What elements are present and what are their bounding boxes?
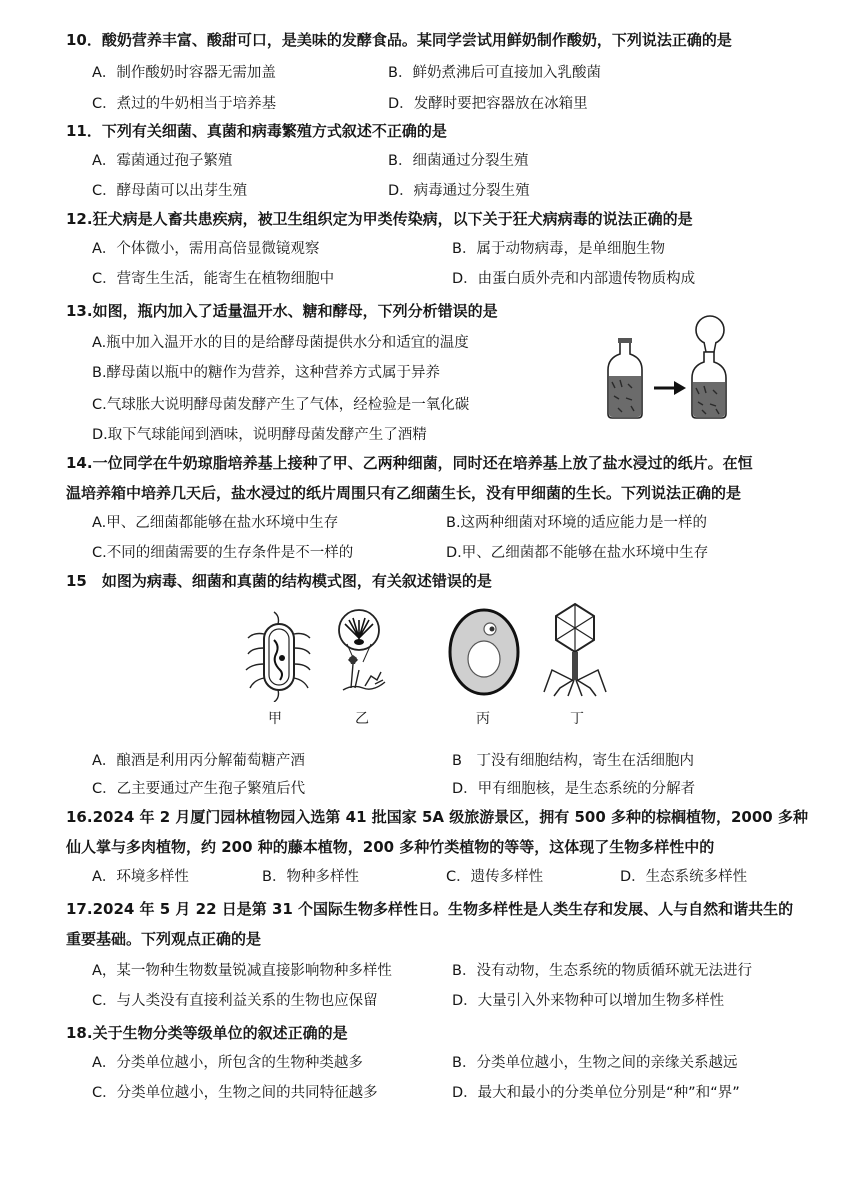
- q14-option-c: C.不同的细菌需要的生存条件是不一样的: [92, 545, 354, 561]
- virus-diagram: [540, 600, 610, 698]
- q15-option-b: B 丁没有细胞结构，寄生在活细胞内: [452, 753, 694, 769]
- q12-option-a: A．个体微小，需用高倍显微镜观察: [92, 241, 320, 257]
- q12-option-d: D．由蛋白质外壳和内部遗传物质构成: [452, 271, 696, 287]
- q14-option-b: B.这两种细菌对环境的适应能力是一样的: [446, 515, 708, 531]
- q16-option-d: D．生态系统多样性: [620, 869, 748, 885]
- q10-option-b: B．鲜奶煮沸后可直接加入乳酸菌: [388, 65, 601, 81]
- q14-option-a: A.甲、乙细菌都能够在盐水环境中生存: [92, 515, 339, 531]
- figure-label-yi: 乙: [355, 711, 369, 727]
- q18-option-b: B．分类单位越小，生物之间的亲缘关系越远: [452, 1055, 738, 1071]
- q13-option-a: A.瓶中加入温开水的目的是给酵母菌提供水分和适宜的温度: [92, 335, 469, 351]
- q12-stem: 12.狂犬病是人畜共患疾病，被卫生组织定为甲类传染病，以下关于狂犬病病毒的说法正确的是: [66, 210, 693, 228]
- q18-option-a: A．分类单位越小，所包含的生物种类越多: [92, 1055, 363, 1071]
- q11-option-c: C．酵母菌可以出芽生殖: [92, 183, 248, 199]
- q14-option-d: D.甲、乙细菌都不能够在盐水环境中生存: [446, 545, 709, 561]
- figure-label-bing: 丙: [476, 711, 490, 727]
- mold-diagram: [325, 608, 397, 694]
- q18-option-c: C．分类单位越小，生物之间的共同特征越多: [92, 1085, 378, 1101]
- q11-stem: 11．下列有关细菌、真菌和病毒繁殖方式叙述不正确的是: [66, 122, 447, 140]
- q17-stem-line2: 重要基础。下列观点正确的是: [66, 930, 262, 948]
- q10-option-c: C．煮过的牛奶相当于培养基: [92, 96, 277, 112]
- q11-option-a: A．霉菌通过孢子繁殖: [92, 153, 233, 169]
- q16-option-a: A．环境多样性: [92, 869, 189, 885]
- q11-option-d: D．病毒通过分裂生殖: [388, 183, 530, 199]
- q15-option-d: D．甲有细胞核，是生态系统的分解者: [452, 781, 696, 797]
- q17-option-c: C．与人类没有直接利益关系的生物也应保留: [92, 993, 378, 1009]
- q15-stem: 15 如图为病毒、细菌和真菌的结构模式图，有关叙述错误的是: [66, 572, 492, 590]
- q17-option-a: A，某一物种生物数量锐减直接影响物种多样性: [92, 963, 392, 979]
- figure-label-ding: 丁: [570, 711, 584, 727]
- yeast-diagram: [446, 605, 522, 699]
- q10-option-d: D．发酵时要把容器放在冰箱里: [388, 96, 588, 112]
- q12-option-c: C．营寄生生活，能寄生在植物细胞中: [92, 271, 335, 287]
- q15-option-a: A．酿酒是利用丙分解葡萄糖产酒: [92, 753, 305, 769]
- q17-option-d: D．大量引入外来物种可以增加生物多样性: [452, 993, 725, 1009]
- q16-stem-line1: 16.2024 年 2 月厦门园林植物园入选第 41 批国家 5A 级旅游景区，拥有 500 多种的棕榈植物，2000 多种: [66, 808, 808, 826]
- bacterium-diagram: [244, 610, 314, 702]
- q16-option-c: C．遗传多样性: [446, 869, 544, 885]
- q13-option-c: C.气球胀大说明酵母菌发酵产生了气体，经检验是一氧化碳: [92, 397, 470, 413]
- q13-option-b: B.酵母菌以瓶中的糖作为营养，这种营养方式属于异养: [92, 365, 441, 381]
- q18-stem: 18.关于生物分类等级单位的叙述正确的是: [66, 1024, 348, 1042]
- bottle-balloon-figure: [600, 312, 750, 424]
- q12-option-b: B．属于动物病毒，是单细胞生物: [452, 241, 665, 257]
- figure-label-jia: 甲: [268, 711, 282, 727]
- q10-stem: 10．酸奶营养丰富、酸甜可口，是美味的发酵食品。某同学尝试用鲜奶制作酸奶，下列说法正确的是: [66, 31, 732, 49]
- q18-option-d: D．最大和最小的分类单位分别是“种”和“界”: [452, 1085, 740, 1101]
- q13-stem: 13.如图，瓶内加入了适量温开水、糖和酵母，下列分析错误的是: [66, 302, 498, 320]
- q16-stem-line2: 仙人掌与多肉植物，约 200 种的藤本植物，200 多种竹类植物的等等，这体现了生物多样性中的: [66, 838, 715, 856]
- q17-stem-line1: 17.2024 年 5 月 22 日是第 31 个国际生物多样性日。生物多样性是人类生存和发展、人与自然和谐共生的: [66, 900, 794, 918]
- q11-option-b: B．细菌通过分裂生殖: [388, 153, 529, 169]
- q17-option-b: B．没有动物，生态系统的物质循环就无法进行: [452, 963, 752, 979]
- q15-option-c: C．乙主要通过产生孢子繁殖后代: [92, 781, 306, 797]
- q14-stem-line1: 14.一位同学在牛奶琼脂培养基上接种了甲、乙两种细菌，同时还在培养基上放了盐水浸过的纸片。在恒: [66, 454, 753, 472]
- q16-option-b: B．物种多样性: [262, 869, 359, 885]
- q10-option-a: A．制作酸奶时容器无需加盖: [92, 65, 276, 81]
- q13-option-d: D.取下气球能闻到酒味，说明酵母菌发酵产生了酒精: [92, 427, 427, 443]
- q14-stem-line2: 温培养箱中培养几天后，盐水浸过的纸片周围只有乙细菌生长，没有甲细菌的生长。下列说法正确的是: [66, 484, 742, 502]
